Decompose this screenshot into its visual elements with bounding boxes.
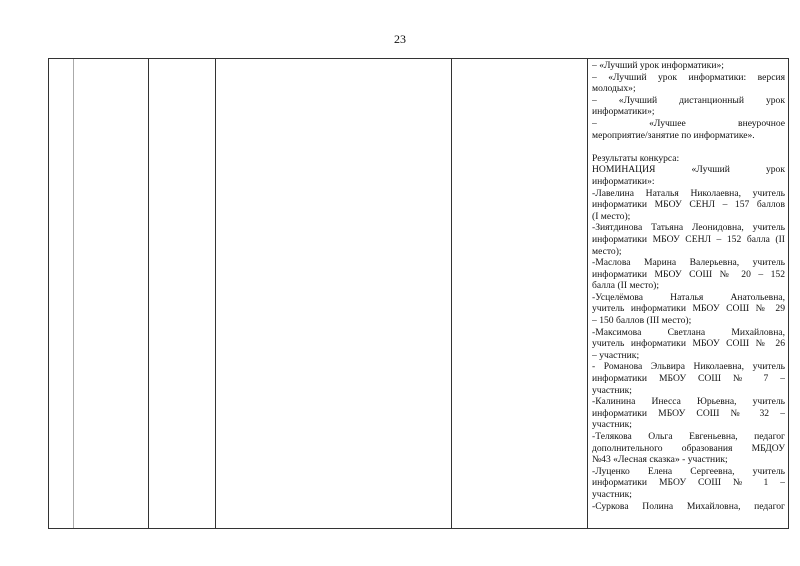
- table-cell-4: [216, 59, 452, 528]
- text-line: №43 «Лесная сказка» - участник;: [592, 454, 728, 466]
- text-line: информатики МБОУ СЕНЛ – 152 балла (II: [592, 233, 785, 245]
- text-line: информатики МБОУ СЕНЛ – 157 баллов: [592, 199, 785, 211]
- text-line: - Романова Эльвира Николаевна, учитель: [592, 361, 785, 373]
- text-line: – участник;: [592, 349, 640, 361]
- text-line: информатики МБОУ СОШ № 1 –: [592, 477, 785, 489]
- text-line: -Максимова Светлана Михайловна,: [592, 326, 785, 338]
- table-cell-3: [149, 59, 216, 528]
- results-text: [592, 59, 785, 512]
- text-line: Результаты конкурса:: [592, 152, 680, 164]
- text-line: -Маслова Марина Валерьевна, учитель: [592, 257, 785, 269]
- text-line: -Луценко Елена Сергеевна, учитель: [592, 465, 785, 477]
- text-line: учитель информатики МБОУ СОШ № 29: [592, 303, 785, 315]
- text-line: балла (II место);: [592, 280, 659, 292]
- text-line: информатики»:: [592, 175, 655, 187]
- table-cell-number: [49, 59, 74, 528]
- text-line: участник;: [592, 419, 632, 431]
- text-line: место);: [592, 245, 622, 257]
- text-line: молодых»;: [592, 83, 636, 95]
- text-line: НОМИНАЦИЯ «Лучший урок: [592, 164, 785, 176]
- paragraph-gap: [592, 141, 785, 153]
- text-line: – «Лучший дистанционный урок: [592, 94, 785, 106]
- table-cell-2: [74, 59, 149, 528]
- text-line: мероприятие/занятие по информатике».: [592, 129, 755, 141]
- text-line: информатики»;: [592, 106, 655, 118]
- table-cell-5: [452, 59, 588, 528]
- text-line: учитель информатики МБОУ СОШ № 26: [592, 338, 785, 350]
- document-table: [48, 58, 789, 529]
- text-line: – «Лучшее внеурочное: [592, 117, 785, 129]
- text-line: – «Лучший урок информатики»;: [592, 60, 724, 71]
- text-line: -Суркова Полина Михайловна, педагог: [592, 500, 785, 512]
- page-number: 23: [394, 32, 406, 46]
- text-line: -Калинина Инесса Юрьевна, учитель: [592, 396, 785, 408]
- text-line: -Зиятдинова Татьяна Леонидовна, учитель: [592, 222, 785, 234]
- text-line: информатики МБОУ СОШ № 32 –: [592, 407, 785, 419]
- text-line: – «Лучший урок информатики: версия: [592, 71, 785, 83]
- text-line: информатики МБОУ СОШ № 7 –: [592, 373, 785, 385]
- text-line: информатики МБОУ СОШ № 20 – 152: [592, 268, 785, 280]
- text-line: -Телякова Ольга Евгеньевна, педагог: [592, 431, 785, 442]
- text-line: участник;: [592, 384, 632, 396]
- text-line: -Усцелёмова Наталья Анатольевна,: [592, 291, 785, 303]
- text-line: – 150 баллов (III место);: [592, 315, 692, 327]
- table-cell-results: [588, 59, 788, 528]
- text-line: дополнительного образования МБДОУ: [592, 442, 785, 454]
- text-line: -Лавелина Наталья Николаевна, учитель: [592, 187, 785, 199]
- text-line: (I место);: [592, 210, 631, 222]
- text-line: участник;: [592, 488, 632, 500]
